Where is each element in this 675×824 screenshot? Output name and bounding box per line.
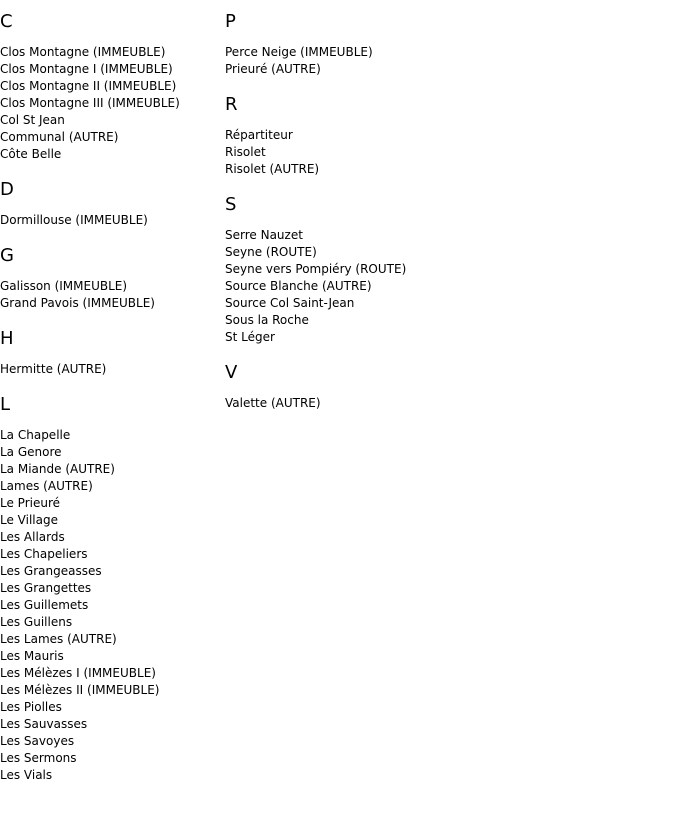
entry-source-col-saint-jean[interactable]: Source Col Saint-Jean (225, 296, 355, 310)
entry-risolet-autre[interactable]: Risolet (AUTRE) (225, 162, 320, 176)
letter-group-d (0, 179, 224, 229)
entry-list-g (0, 278, 224, 312)
entry-clos-montagne-iii-immeuble[interactable]: Clos Montagne III (IMMEUBLE) (0, 96, 180, 110)
entry-le-village[interactable]: Le Village (0, 513, 58, 527)
entry-grand-pavois-immeuble[interactable]: Grand Pavois (IMMEUBLE) (0, 296, 155, 310)
entry-les-vials[interactable]: Les Vials (0, 768, 53, 782)
left-column (0, 11, 224, 800)
entry-seyne-route[interactable]: Seyne (ROUTE) (225, 245, 317, 259)
entry-repartiteur[interactable]: Répartiteur (225, 128, 293, 142)
entry-les-chapeliers[interactable]: Les Chapeliers (0, 547, 88, 561)
letter-heading-p: P (225, 11, 236, 32)
letter-group-c (0, 11, 224, 163)
entry-les-mauris[interactable]: Les Mauris (0, 649, 64, 663)
letter-heading-c: C (0, 11, 13, 32)
entry-clos-montagne-ii-immeuble[interactable]: Clos Montagne II (IMMEUBLE) (0, 79, 177, 93)
entry-les-piolles[interactable]: Les Piolles (0, 700, 62, 714)
entry-le-prieure[interactable]: Le Prieuré (0, 496, 61, 510)
entry-list-c (0, 44, 224, 163)
entry-les-grangettes[interactable]: Les Grangettes (0, 581, 92, 595)
letter-group-l (0, 394, 224, 784)
entry-list-h (0, 361, 224, 378)
entry-list-p (225, 44, 525, 78)
letter-heading-g: G (0, 245, 14, 266)
entry-st-leger[interactable]: St Léger (225, 330, 275, 344)
entry-les-grangeasses[interactable]: Les Grangeasses (0, 564, 102, 578)
entry-hermitte-autre[interactable]: Hermitte (AUTRE) (0, 362, 107, 376)
letter-heading-r: R (225, 94, 238, 115)
entry-list-l (0, 427, 224, 784)
entry-lames-autre[interactable]: Lames (AUTRE) (0, 479, 93, 493)
entry-list-v (225, 395, 525, 412)
letter-heading-d: D (0, 179, 14, 200)
letter-heading-s: S (225, 194, 237, 215)
entry-les-guillens[interactable]: Les Guillens (0, 615, 73, 629)
entry-list-r (225, 127, 525, 178)
entry-prieure-autre[interactable]: Prieuré (AUTRE) (225, 62, 321, 76)
entry-clos-montagne-i-immeuble[interactable]: Clos Montagne I (IMMEUBLE) (0, 62, 173, 76)
entry-les-guillemets[interactable]: Les Guillemets (0, 598, 89, 612)
entry-cote-belle[interactable]: Côte Belle (0, 147, 62, 161)
entry-col-st-jean[interactable]: Col St Jean (0, 113, 65, 127)
entry-les-melezes-i-immeuble[interactable]: Les Mélèzes I (IMMEUBLE) (0, 666, 156, 680)
letter-group-s (225, 194, 525, 346)
entry-dormillouse-immeuble[interactable]: Dormillouse (IMMEUBLE) (0, 213, 148, 227)
entry-la-genore[interactable]: La Genore (0, 445, 62, 459)
letter-group-v (225, 362, 525, 412)
entry-communal-autre[interactable]: Communal (AUTRE) (0, 130, 119, 144)
entry-la-miande-autre[interactable]: La Miande (AUTRE) (0, 462, 115, 476)
letter-heading-v: V (225, 362, 238, 383)
letter-group-g (0, 245, 224, 312)
letter-heading-h: H (0, 328, 14, 349)
entry-les-savoyes[interactable]: Les Savoyes (0, 734, 75, 748)
entry-risolet[interactable]: Risolet (225, 145, 266, 159)
entry-la-chapelle[interactable]: La Chapelle (0, 428, 71, 442)
entry-list-s (225, 227, 525, 346)
entry-les-sauvasses[interactable]: Les Sauvasses (0, 717, 88, 731)
entry-les-sermons[interactable]: Les Sermons (0, 751, 77, 765)
entry-list-d (0, 212, 224, 229)
letter-group-r (225, 94, 525, 178)
entry-seyne-vers-pompiery-route[interactable]: Seyne vers Pompiéry (ROUTE) (225, 262, 407, 276)
letter-group-h (0, 328, 224, 378)
right-column (225, 11, 525, 428)
entry-perce-neige-immeuble[interactable]: Perce Neige (IMMEUBLE) (225, 45, 373, 59)
entry-les-lames-autre[interactable]: Les Lames (AUTRE) (0, 632, 117, 646)
entry-serre-nauzet[interactable]: Serre Nauzet (225, 228, 303, 242)
entry-les-melezes-ii-immeuble[interactable]: Les Mélèzes II (IMMEUBLE) (0, 683, 160, 697)
entry-clos-montagne-immeuble[interactable]: Clos Montagne (IMMEUBLE) (0, 45, 166, 59)
entry-sous-la-roche[interactable]: Sous la Roche (225, 313, 309, 327)
letter-group-p (225, 11, 525, 78)
entry-galisson-immeuble[interactable]: Galisson (IMMEUBLE) (0, 279, 128, 293)
entry-source-blanche-autre[interactable]: Source Blanche (AUTRE) (225, 279, 372, 293)
entry-valette-autre[interactable]: Valette (AUTRE) (225, 396, 321, 410)
letter-heading-l: L (0, 394, 11, 415)
entry-les-allards[interactable]: Les Allards (0, 530, 65, 544)
